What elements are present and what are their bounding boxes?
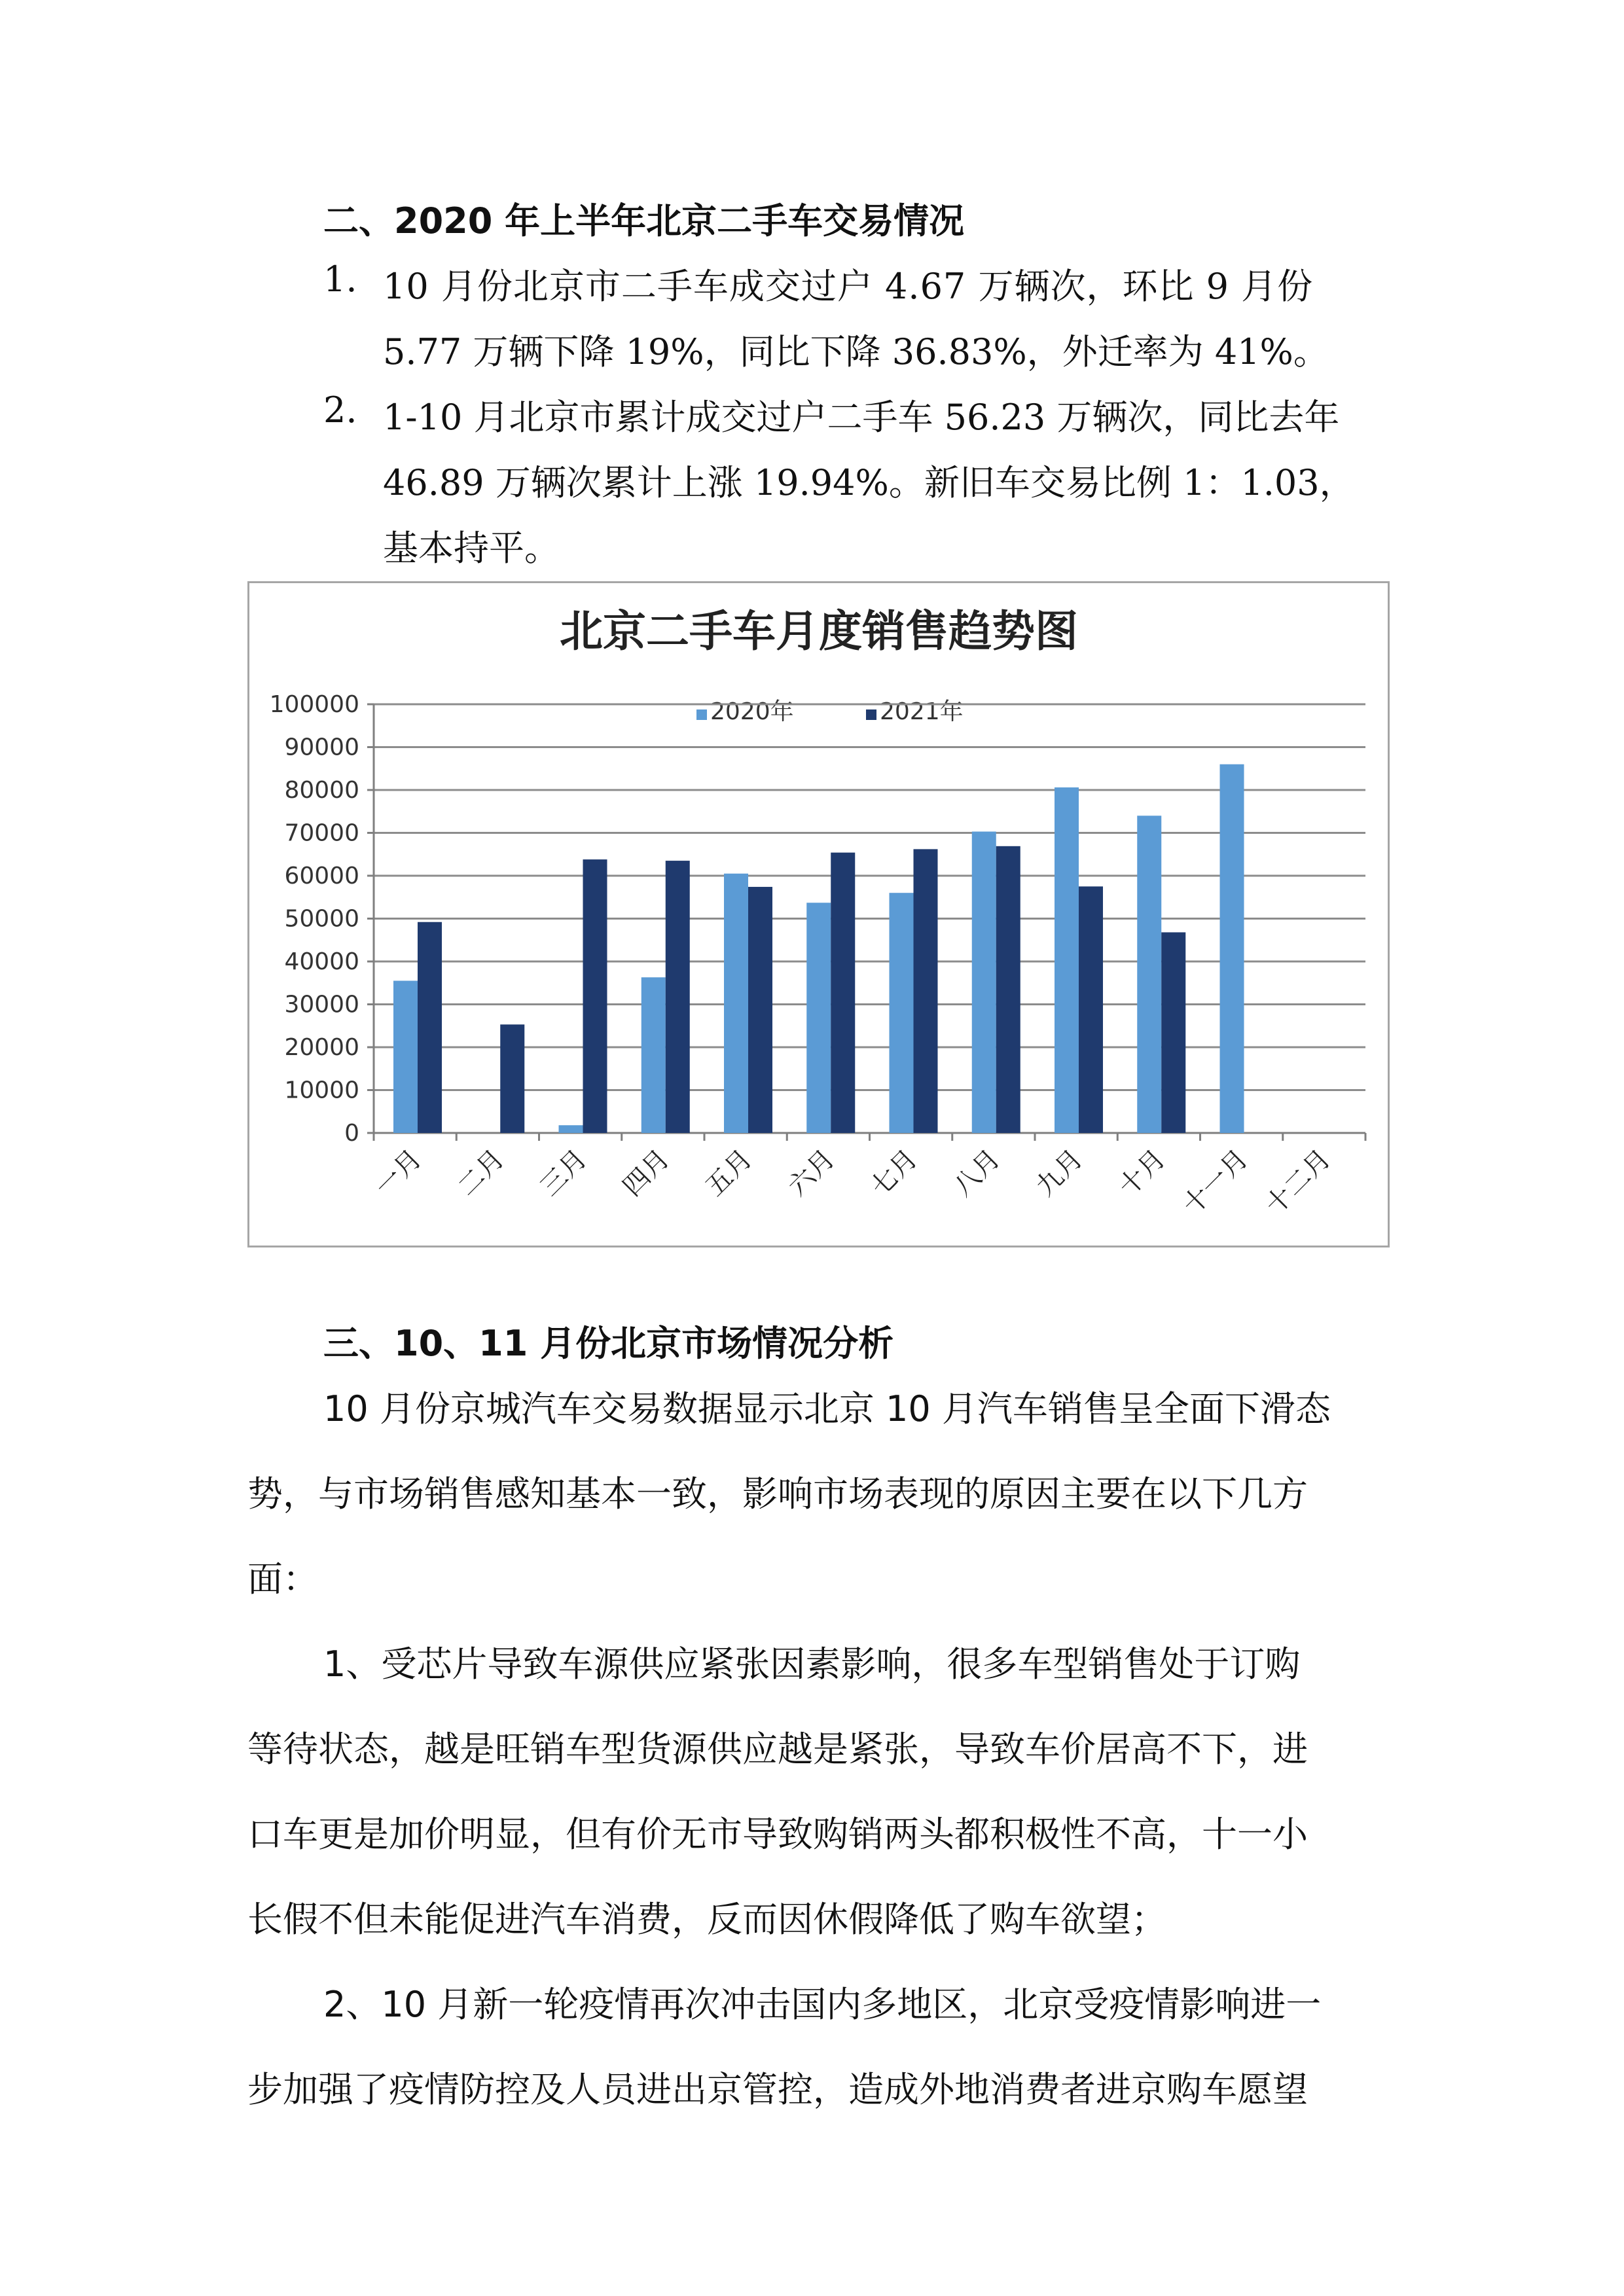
x-tick-label: 二月 — [452, 1143, 511, 1202]
x-tick-label: 七月 — [865, 1143, 924, 1202]
bar-2021-1 — [418, 922, 442, 1133]
y-tick-label: 80000 — [284, 777, 359, 804]
x-tick-label: 四月 — [617, 1143, 676, 1202]
x-tick-label: 六月 — [782, 1143, 841, 1202]
bar-2020-11 — [1220, 764, 1244, 1133]
bar-2020-3 — [559, 1125, 583, 1133]
point2-line2: 步加强了疫情防控及人员进出京管控，造成外地消费者进京购车愿望 — [247, 2069, 1308, 2110]
x-tick-label: 八月 — [947, 1143, 1006, 1202]
y-tick-label: 50000 — [284, 905, 359, 933]
bar-2020-8 — [972, 832, 996, 1133]
intro-line3: 面： — [247, 1558, 318, 1600]
x-tick-label: 五月 — [700, 1143, 759, 1202]
y-tick-label: 90000 — [284, 734, 359, 761]
bar-2020-7 — [890, 893, 914, 1133]
point2-line1: 2、10 月新一轮疫情再次冲击国内多地区，北京受疫情影响进一 — [323, 1984, 1322, 2025]
y-tick-label: 10000 — [284, 1077, 359, 1104]
x-tick-label: 十一月 — [1177, 1143, 1254, 1221]
bar-2021-9 — [1079, 886, 1103, 1133]
legend-label-2021: 2021年 — [880, 698, 964, 725]
bar-2020-4 — [641, 977, 666, 1133]
x-tick-label: 十二月 — [1259, 1143, 1337, 1221]
chart-canvas — [249, 583, 1388, 1246]
y-tick-label: 0 — [344, 1120, 359, 1147]
bar-2020-6 — [806, 903, 831, 1133]
item1-number: 1. — [323, 259, 357, 300]
y-tick-label: 20000 — [284, 1034, 359, 1061]
legend-swatch-2020 — [696, 709, 707, 720]
bar-2020-5 — [724, 874, 748, 1133]
section2-heading: 二、2020 年上半年北京二手车交易情况 — [323, 200, 965, 242]
item2-line1: 1-10 月北京市累计成交过户二手车 56.23 万辆次，同比去年 — [383, 397, 1340, 438]
bar-2020-10 — [1137, 816, 1161, 1133]
x-tick-label: 一月 — [369, 1143, 428, 1202]
bar-2021-8 — [996, 846, 1020, 1133]
chart-legend — [696, 698, 964, 725]
point1-line2: 等待状态，越是旺销车型货源供应越是紧张，导致车价居高不下，进 — [247, 1729, 1308, 1770]
y-tick-label: 70000 — [284, 819, 359, 847]
bar-2021-5 — [748, 887, 772, 1133]
item1-line1: 10 月份北京市二手车成交过户 4.67 万辆次，环比 9 月份 — [383, 266, 1314, 307]
bar-2021-10 — [1161, 932, 1185, 1133]
sales-trend-chart — [247, 581, 1390, 1247]
y-axis-tick-labels — [270, 691, 359, 1147]
x-tick-label: 三月 — [534, 1143, 593, 1202]
bar-2021-3 — [583, 859, 607, 1133]
y-tick-label: 40000 — [284, 948, 359, 975]
bar-2020-1 — [393, 980, 418, 1133]
legend-swatch-2021 — [866, 709, 876, 720]
bar-2020-9 — [1055, 787, 1079, 1133]
item2-number: 2. — [323, 389, 357, 431]
bar-2021-6 — [831, 853, 855, 1133]
chart-bars — [393, 764, 1244, 1133]
point1-line4: 长假不但未能促进汽车消费，反而因休假降低了购车欲望； — [247, 1899, 1166, 1940]
bar-2021-7 — [914, 849, 938, 1133]
y-tick-label: 60000 — [284, 863, 359, 889]
y-tick-label: 30000 — [284, 991, 359, 1018]
x-axis-tick-labels — [369, 1144, 1337, 1221]
point1-line3: 口车更是加价明显，但有价无市导致购销两头都积极性不高，十一小 — [247, 1814, 1308, 1855]
item2-line3: 基本持平。 — [383, 528, 560, 569]
intro-line2: 势，与市场销售感知基本一致，影响市场表现的原因主要在以下几方 — [247, 1473, 1308, 1515]
chart-title: 北京二手车月度销售趋势图 — [560, 606, 1078, 656]
intro-line1: 10 月份京城汽车交易数据显示北京 10 月汽车销售呈全面下滑态 — [323, 1388, 1331, 1429]
x-tick-label: 十月 — [1113, 1143, 1172, 1202]
point1-line1: 1、受芯片导致车源供应紧张因素影响，很多车型销售处于订购 — [323, 1643, 1301, 1685]
item1-line2: 5.77 万辆下降 19%，同比下降 36.83%，外迁率为 41%。 — [383, 331, 1329, 372]
legend-label-2020: 2020年 — [710, 698, 794, 725]
bar-2021-4 — [666, 861, 690, 1133]
x-tick-label: 九月 — [1030, 1143, 1089, 1202]
bar-2021-2 — [500, 1024, 524, 1133]
item2-line2: 46.89 万辆次累计上涨 19.94%。新旧车交易比例 1：1.03， — [383, 462, 1355, 503]
section3-heading: 三、10、11 月份北京市场情况分析 — [323, 1323, 894, 1364]
y-tick-label: 100000 — [269, 691, 359, 718]
